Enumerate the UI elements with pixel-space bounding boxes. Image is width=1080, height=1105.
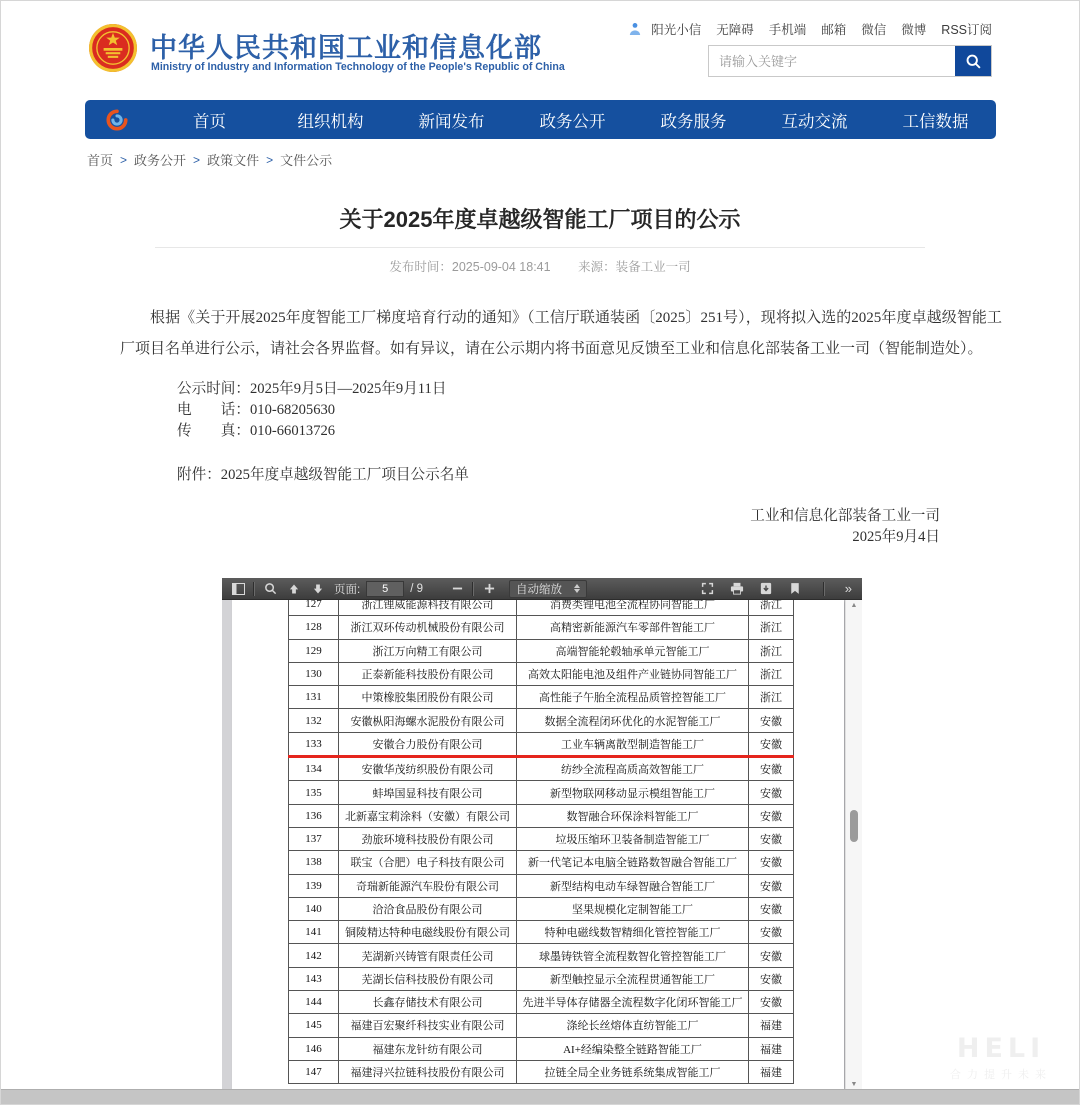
- table-row: [289, 781, 794, 804]
- cell-project: 工业车辆离散型制造智能工厂: [517, 732, 749, 756]
- cell-project: 垃圾压缩环卫装备制造智能工厂: [517, 827, 749, 850]
- cell-province: 安徽: [749, 967, 794, 990]
- table-row: [289, 991, 794, 1014]
- top-link-5[interactable]: 微博: [901, 23, 927, 37]
- cell-project: 纺纱全流程高质高效智能工厂: [517, 757, 749, 781]
- pdf-viewer: [222, 578, 862, 1090]
- breadcrumb-separator: >: [193, 152, 201, 167]
- article-meta: [0, 257, 1080, 275]
- watermark-slogan: 合力提升未来: [950, 1069, 1052, 1081]
- cell-company: 长鑫存储技术有限公司: [339, 991, 517, 1014]
- pdf-page-area: [222, 600, 862, 1090]
- cell-company: 北新嘉宝莉涂料（安徽）有限公司: [339, 804, 517, 827]
- search-input[interactable]: [709, 46, 955, 76]
- toolbar-separator: [472, 582, 474, 596]
- nav-items: [149, 108, 996, 132]
- table-row: [289, 1014, 794, 1037]
- project-table: [288, 600, 794, 1084]
- cell-province: 福建: [749, 1037, 794, 1060]
- top-link-1[interactable]: 无障碍: [716, 23, 754, 37]
- table-row: [289, 921, 794, 944]
- cell-no: 146: [289, 1037, 339, 1060]
- sidebar-toggle-icon[interactable]: [230, 581, 246, 597]
- cell-project: 高性能子午胎全流程品质管控智能工厂: [517, 686, 749, 709]
- cell-project: 球墨铸铁管全流程数智化管控智能工厂: [517, 944, 749, 967]
- cell-no: 141: [289, 921, 339, 944]
- cell-province: 安徽: [749, 944, 794, 967]
- heli-watermark: [950, 1033, 1052, 1082]
- cell-province: 安徽: [749, 757, 794, 781]
- cell-company: 芜湖新兴铸管有限责任公司: [339, 944, 517, 967]
- signature-date: 2025年9月4日: [852, 529, 940, 546]
- top-link-2[interactable]: 手机端: [768, 23, 807, 37]
- top-link-3[interactable]: 邮箱: [821, 23, 847, 37]
- cell-no: 133: [289, 732, 339, 756]
- cell-province: 安徽: [749, 851, 794, 874]
- nav-item-1[interactable]: 组织机构: [297, 112, 364, 131]
- top-link-6[interactable]: RSS订阅: [941, 23, 992, 37]
- attachment-link[interactable]: 附件：2025年度卓越级智能工厂项目公示名单: [177, 466, 469, 483]
- scroll-down-arrow-icon[interactable]: ▼: [850, 1081, 858, 1088]
- toolbar-separator: [253, 582, 255, 596]
- cell-no: 127: [289, 600, 339, 616]
- cell-no: 140: [289, 897, 339, 920]
- cell-no: 138: [289, 851, 339, 874]
- cell-no: 137: [289, 827, 339, 850]
- table-row: [289, 709, 794, 732]
- cell-project: 高端智能轮毂轴承单元智能工厂: [517, 639, 749, 662]
- page-title: 关于2025年度卓越级智能工厂项目的公示: [339, 207, 741, 232]
- site-subtitle: Ministry of Industry and Information Technology of the People's Republic of China: [151, 61, 565, 73]
- breadcrumb-separator: >: [120, 152, 128, 167]
- watermark-logo: HELI: [956, 1033, 1046, 1064]
- table-row: [289, 757, 794, 781]
- scrollbar-thumb[interactable]: [850, 810, 858, 842]
- toolbar-right-group: [700, 581, 852, 597]
- search-button[interactable]: [955, 46, 991, 76]
- signature-department: 工业和信息化部装备工业一司: [750, 507, 940, 524]
- page-label: 页面:: [334, 583, 361, 596]
- breadcrumb-separator: >: [266, 152, 274, 167]
- bottom-gray-bar: [0, 1089, 1080, 1105]
- scroll-up-arrow-icon[interactable]: ▲: [850, 602, 858, 609]
- find-icon[interactable]: [262, 581, 278, 597]
- dropdown-arrows-icon: [574, 584, 580, 593]
- cell-project: 数据全流程闭环优化的水泥智能工厂: [517, 709, 749, 732]
- bookmark-icon[interactable]: [787, 581, 803, 597]
- project-table-body: [289, 600, 794, 1084]
- cell-no: 134: [289, 757, 339, 781]
- cell-project: 先进半导体存储器全流程数字化闭环智能工厂: [517, 991, 749, 1014]
- cell-project: 高效太阳能电池及组件产业链协同智能工厂: [517, 662, 749, 685]
- cell-company: 奇瑞新能源汽车股份有限公司: [339, 874, 517, 897]
- assistant-icon: [628, 22, 642, 36]
- cell-no: 142: [289, 944, 339, 967]
- cell-company: 福建浔兴拉链科技股份有限公司: [339, 1060, 517, 1083]
- signature-block: [120, 506, 1002, 550]
- table-row: [289, 944, 794, 967]
- cell-company: 浙江锂威能源科技有限公司: [339, 600, 517, 616]
- cell-no: 130: [289, 662, 339, 685]
- cell-province: 福建: [749, 1014, 794, 1037]
- table-row: [289, 1037, 794, 1060]
- pdf-scrollbar[interactable]: [845, 600, 862, 1090]
- source: 来源：装备工业一司: [578, 260, 691, 274]
- breadcrumb: [87, 150, 332, 169]
- cell-province: 安徽: [749, 827, 794, 850]
- download-icon[interactable]: [758, 581, 774, 597]
- cell-province: 安徽: [749, 732, 794, 756]
- zoom-controls: [449, 580, 587, 598]
- nav-item-0[interactable]: 首页: [193, 112, 226, 131]
- cell-project: 特种电磁线数智精细化管控智能工厂: [517, 921, 749, 944]
- pdf-page: [232, 600, 844, 1090]
- cell-project: AI+经编染整全链路智能工厂: [517, 1037, 749, 1060]
- table-row: [289, 662, 794, 685]
- cell-project: 新一代笔记本电脑全链路数智融合智能工厂: [517, 851, 749, 874]
- nav-item-5[interactable]: 互动交流: [781, 112, 848, 131]
- cell-province: 安徽: [749, 897, 794, 920]
- cell-no: 132: [289, 709, 339, 732]
- cell-project: 新型物联网移动显示模组智能工厂: [517, 781, 749, 804]
- cell-project: 坚果规模化定制智能工厂: [517, 897, 749, 920]
- cell-no: 139: [289, 874, 339, 897]
- table-row: [289, 804, 794, 827]
- cell-company: 劲旅环境科技股份有限公司: [339, 827, 517, 850]
- cell-company: 浙江双环传动机械股份有限公司: [339, 616, 517, 639]
- top-link-0[interactable]: 阳光小信: [651, 23, 702, 37]
- nav-item-6[interactable]: 工信数据: [902, 112, 969, 131]
- more-tools-icon[interactable]: »: [844, 581, 852, 596]
- cell-project: 消费类锂电池全流程协同智能工厂: [517, 600, 749, 616]
- breadcrumb-item-1[interactable]: 政务公开: [134, 153, 187, 168]
- zoom-mode-label: 自动缩放: [516, 583, 562, 596]
- cell-province: 福建: [749, 1060, 794, 1083]
- presentation-mode-icon[interactable]: [700, 581, 716, 597]
- top-link-4[interactable]: 微信: [861, 23, 887, 37]
- page-up-icon[interactable]: [286, 581, 302, 597]
- pdf-toolbar: [222, 578, 862, 600]
- search-icon: [965, 53, 982, 70]
- cell-no: 145: [289, 1014, 339, 1037]
- cell-company: 芜湖长信科技股份有限公司: [339, 967, 517, 990]
- cell-province: 安徽: [749, 709, 794, 732]
- cell-company: 福建东龙针纺有限公司: [339, 1037, 517, 1060]
- nav-item-4[interactable]: 政务服务: [660, 112, 727, 131]
- article-body: [120, 303, 1002, 549]
- nav-item-2[interactable]: 新闻发布: [418, 112, 485, 131]
- notice-period: 公示时间：2025年9月5日—2025年9月11日: [177, 381, 447, 398]
- cell-province: 安徽: [749, 804, 794, 827]
- cell-project: 新型结构电动车绿智融合智能工厂: [517, 874, 749, 897]
- zoom-select[interactable]: [509, 580, 587, 598]
- cell-province: 浙江: [749, 600, 794, 616]
- table-row: [289, 639, 794, 662]
- title-divider: [155, 247, 925, 248]
- cell-no: 135: [289, 781, 339, 804]
- cell-project: 高精密新能源汽车零部件智能工厂: [517, 616, 749, 639]
- table-row: [289, 616, 794, 639]
- print-icon[interactable]: [729, 581, 745, 597]
- breadcrumb-item-0[interactable]: 首页: [87, 153, 114, 168]
- fax-line: 传 真：010-66013726: [177, 422, 336, 439]
- cell-company: 蚌埠国显科技有限公司: [339, 781, 517, 804]
- miit-swirl-icon: [85, 109, 149, 131]
- page-total: / 9: [410, 582, 423, 595]
- cell-project: 新型触控显示全流程贯通智能工厂: [517, 967, 749, 990]
- cell-province: 安徽: [749, 921, 794, 944]
- breadcrumb-item-2[interactable]: 政策文件: [207, 153, 260, 168]
- cell-company: 安徽枞阳海螺水泥股份有限公司: [339, 709, 517, 732]
- cell-province: 安徽: [749, 874, 794, 897]
- table-row: [289, 851, 794, 874]
- cell-no: 131: [289, 686, 339, 709]
- table-row: [289, 967, 794, 990]
- cell-company: 中策橡胶集团股份有限公司: [339, 686, 517, 709]
- table-row: [289, 897, 794, 920]
- cell-no: 128: [289, 616, 339, 639]
- cell-project: 涤纶长丝熔体直纺智能工厂: [517, 1014, 749, 1037]
- cell-company: 浙江万向精工有限公司: [339, 639, 517, 662]
- cell-province: 浙江: [749, 639, 794, 662]
- cell-no: 144: [289, 991, 339, 1014]
- top-utility-links: [628, 20, 992, 38]
- cell-company: 安徽合力股份有限公司: [339, 732, 517, 756]
- cell-no: 129: [289, 639, 339, 662]
- main-nav: [85, 100, 996, 139]
- site-title: 中华人民共和国工业和信息化部: [150, 33, 542, 63]
- national-emblem-logo: [88, 23, 138, 73]
- table-row: [289, 600, 794, 616]
- cell-company: 洽洽食品股份有限公司: [339, 897, 517, 920]
- zoom-out-icon[interactable]: [449, 581, 465, 597]
- cell-province: 浙江: [749, 686, 794, 709]
- nav-item-3[interactable]: 政务公开: [539, 112, 606, 131]
- cell-company: 福建百宏聚纤科技实业有限公司: [339, 1014, 517, 1037]
- cell-company: 联宝（合肥）电子科技有限公司: [339, 851, 517, 874]
- table-row: [289, 686, 794, 709]
- cell-no: 143: [289, 967, 339, 990]
- contact-block: [177, 379, 1002, 441]
- article-paragraph: 根据《关于开展2025年度智能工厂梯度培育行动的通知》（工信厅联通装函〔2025〕251号），现将拟入选的2025年度卓越级智能工厂项目名单进行公示，请社会各界监督。如有异议，请在公示期内将书面意见反馈至工业和信息化部装备工业一司（智能制造处）。: [120, 310, 1002, 358]
- cell-project: 拉链全局全业务链系统集成智能工厂: [517, 1060, 749, 1083]
- table-row: [289, 732, 794, 756]
- cell-province: 安徽: [749, 781, 794, 804]
- page-number-input[interactable]: [366, 581, 404, 597]
- cell-province: 浙江: [749, 662, 794, 685]
- cell-no: 147: [289, 1060, 339, 1083]
- breadcrumb-item-3[interactable]: 文件公示: [280, 153, 333, 168]
- publish-time: 发布时间：2025-09-04 18:41: [389, 260, 551, 274]
- cell-no: 136: [289, 804, 339, 827]
- site-search: [708, 45, 992, 77]
- toolbar-separator: [823, 582, 825, 596]
- cell-company: 铜陵精达特种电磁线股份有限公司: [339, 921, 517, 944]
- cell-province: 浙江: [749, 616, 794, 639]
- zoom-in-icon[interactable]: [481, 581, 497, 597]
- table-row: [289, 1060, 794, 1083]
- table-row: [289, 874, 794, 897]
- cell-company: 安徽华茂纺织股份有限公司: [339, 757, 517, 781]
- cell-project: 数智融合环保涂料智能工厂: [517, 804, 749, 827]
- cell-company: 正泰新能科技股份有限公司: [339, 662, 517, 685]
- page-down-icon[interactable]: [310, 581, 326, 597]
- cell-province: 安徽: [749, 991, 794, 1014]
- table-row: [289, 827, 794, 850]
- phone-line: 电 话：010-68205630: [177, 402, 336, 419]
